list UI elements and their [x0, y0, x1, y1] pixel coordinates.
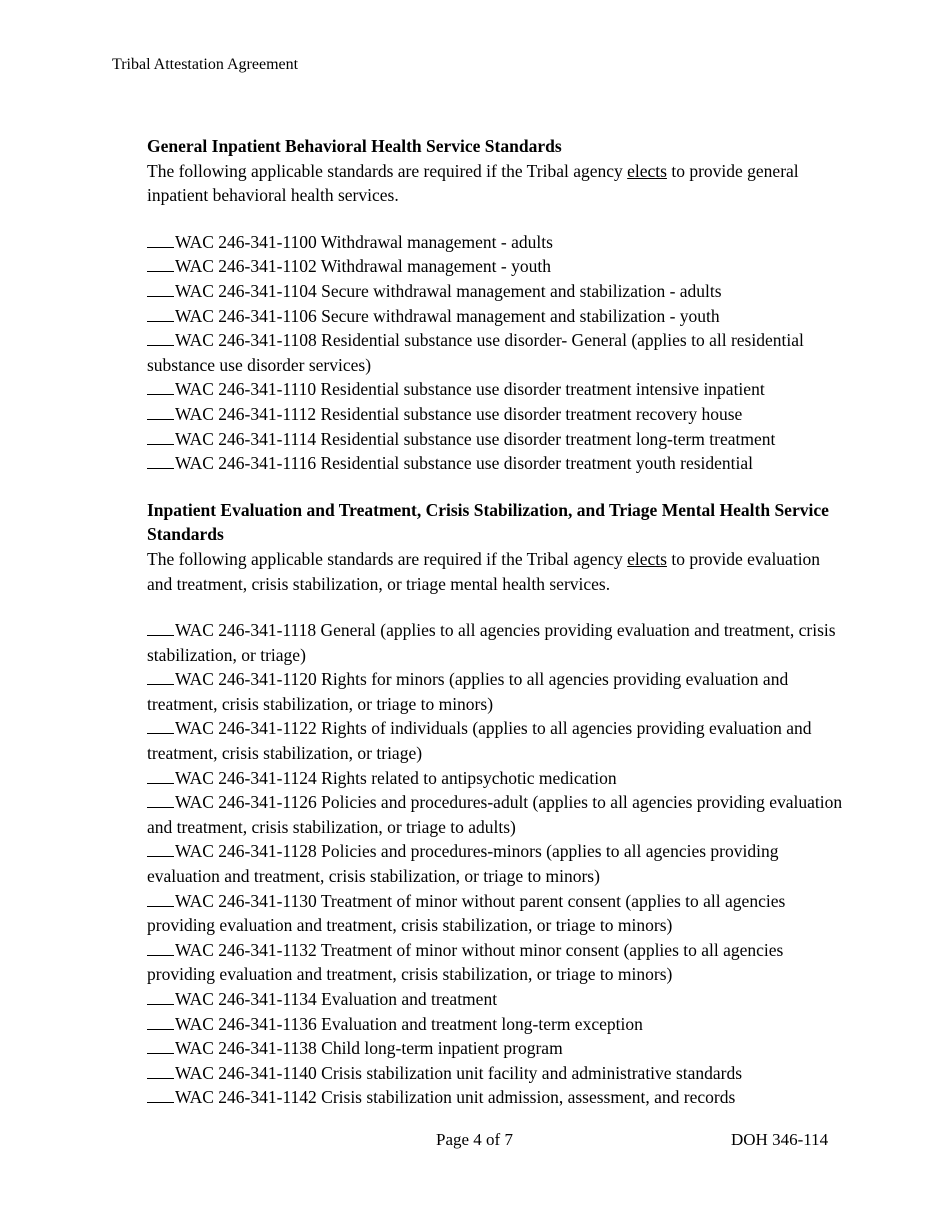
- page-number: Page 4 of 7: [436, 1130, 513, 1149]
- standard-item: WAC 246-341-1110 Residential substance use disorder treatment intensive inpatient: [147, 377, 847, 402]
- standard-item: WAC 246-341-1124 Rights related to antipsychotic medication: [147, 766, 847, 791]
- checkbox-blank[interactable]: [147, 232, 174, 248]
- standard-item: WAC 246-341-1126 Policies and procedures-adult (applies to all agencies providing evaluation and treatment, crisis stabilization, or triage to adults): [147, 792, 843, 837]
- checkbox-blank[interactable]: [147, 940, 174, 956]
- checkbox-blank[interactable]: [147, 453, 174, 469]
- intro-underlined-word: elects: [627, 160, 667, 181]
- document-header: Tribal Attestation Agreement: [112, 56, 299, 73]
- checkbox-blank[interactable]: [147, 669, 174, 685]
- standard-item: WAC 246-341-1100 Withdrawal management - adults: [147, 230, 847, 255]
- section-heading-general-inpatient: General Inpatient Behavioral Health Service Standards: [147, 136, 562, 156]
- standard-item: WAC 246-341-1136 Evaluation and treatment long-term exception: [147, 1012, 847, 1037]
- checkbox-blank[interactable]: [147, 989, 174, 1005]
- intro-text: The following applicable standards are required if the Tribal agency: [147, 160, 628, 181]
- standard-item: WAC 246-341-1142 Crisis stabilization unit admission, assessment, and records: [147, 1085, 847, 1110]
- standard-item: WAC 246-341-1104 Secure withdrawal management and stabilization - adults: [147, 279, 847, 304]
- standard-item: WAC 246-341-1114 Residential substance use disorder treatment long-term treatment: [147, 427, 847, 452]
- checkbox-blank[interactable]: [147, 1014, 174, 1030]
- checkbox-blank[interactable]: [147, 1063, 174, 1079]
- checkbox-blank[interactable]: [147, 404, 174, 420]
- standard-item: WAC 246-341-1102 Withdrawal management - youth: [147, 254, 847, 279]
- standard-item: WAC 246-341-1138 Child long-term inpatient program: [147, 1036, 847, 1061]
- standard-item: WAC 246-341-1120 Rights for minors (applies to all agencies providing evaluation and treatment, crisis stabilization, or triage to minors): [147, 669, 789, 714]
- checkbox-blank[interactable]: [147, 792, 174, 808]
- standard-item: WAC 246-341-1112 Residential substance use disorder treatment recovery house: [147, 402, 847, 427]
- checkbox-blank[interactable]: [147, 1038, 174, 1054]
- checkbox-blank[interactable]: [147, 429, 174, 445]
- standard-item: WAC 246-341-1118 General (applies to all agencies providing evaluation and treatment, crisis stabilization, or triage): [147, 620, 836, 665]
- checkbox-blank[interactable]: [147, 281, 174, 297]
- standard-item: WAC 246-341-1130 Treatment of minor without parent consent (applies to all agencies providing evaluation and treatment, crisis stabilization, or triage to minors): [147, 890, 786, 936]
- checkbox-blank[interactable]: [147, 379, 174, 395]
- standard-item: WAC 246-341-1108 Residential substance use disorder- General (applies to all residential substance use disorder services): [147, 330, 804, 375]
- standards-list-general-inpatient: [147, 230, 847, 476]
- standards-list-evaluation-treatment: [147, 618, 847, 1110]
- checkbox-blank[interactable]: [147, 330, 174, 346]
- section-intro-evaluation-treatment: [147, 547, 847, 596]
- standard-item: WAC 246-341-1128 Policies and procedures-minors (applies to all agencies providing evaluation and treatment, crisis stabilization, or triage to minors): [147, 841, 779, 887]
- standard-item: WAC 246-341-1122 Rights of individuals (applies to all agencies providing evaluation and treatment, crisis stabilization, or triage): [147, 718, 812, 764]
- checkbox-blank[interactable]: [147, 306, 174, 322]
- standard-item: WAC 246-341-1116 Residential substance use disorder treatment youth residential: [147, 451, 847, 476]
- standard-item: WAC 246-341-1134 Evaluation and treatment: [147, 987, 847, 1012]
- intro-text: The following applicable standards are required if the Tribal agency: [147, 548, 628, 569]
- intro-text: to provide evaluation and treatment, crisis stabilization, or triage mental health services.: [147, 548, 821, 594]
- checkbox-blank[interactable]: [147, 620, 174, 636]
- checkbox-blank[interactable]: [147, 891, 174, 907]
- standard-item: WAC 246-341-1140 Crisis stabilization unit facility and administrative standards: [147, 1061, 847, 1086]
- section-intro-general-inpatient: [147, 159, 847, 208]
- form-number: DOH 346-114: [731, 1130, 829, 1149]
- intro-text: to provide general inpatient behavioral health services.: [147, 160, 799, 206]
- checkbox-blank[interactable]: [147, 768, 174, 784]
- checkbox-blank[interactable]: [147, 718, 174, 734]
- checkbox-blank[interactable]: [147, 841, 174, 857]
- intro-underlined-word: elects: [627, 548, 667, 569]
- standard-item: WAC 246-341-1106 Secure withdrawal management and stabilization - youth: [147, 304, 847, 329]
- section-heading-evaluation-treatment: Inpatient Evaluation and Treatment, Crisis Stabilization, and Triage Mental Health Service Standards: [147, 499, 829, 545]
- document-body: [147, 134, 847, 1110]
- checkbox-blank[interactable]: [147, 1087, 174, 1103]
- standard-item: WAC 246-341-1132 Treatment of minor without minor consent (applies to all agencies providing evaluation and treatment, crisis stabilization, or triage to minors): [147, 939, 784, 985]
- checkbox-blank[interactable]: [147, 256, 174, 272]
